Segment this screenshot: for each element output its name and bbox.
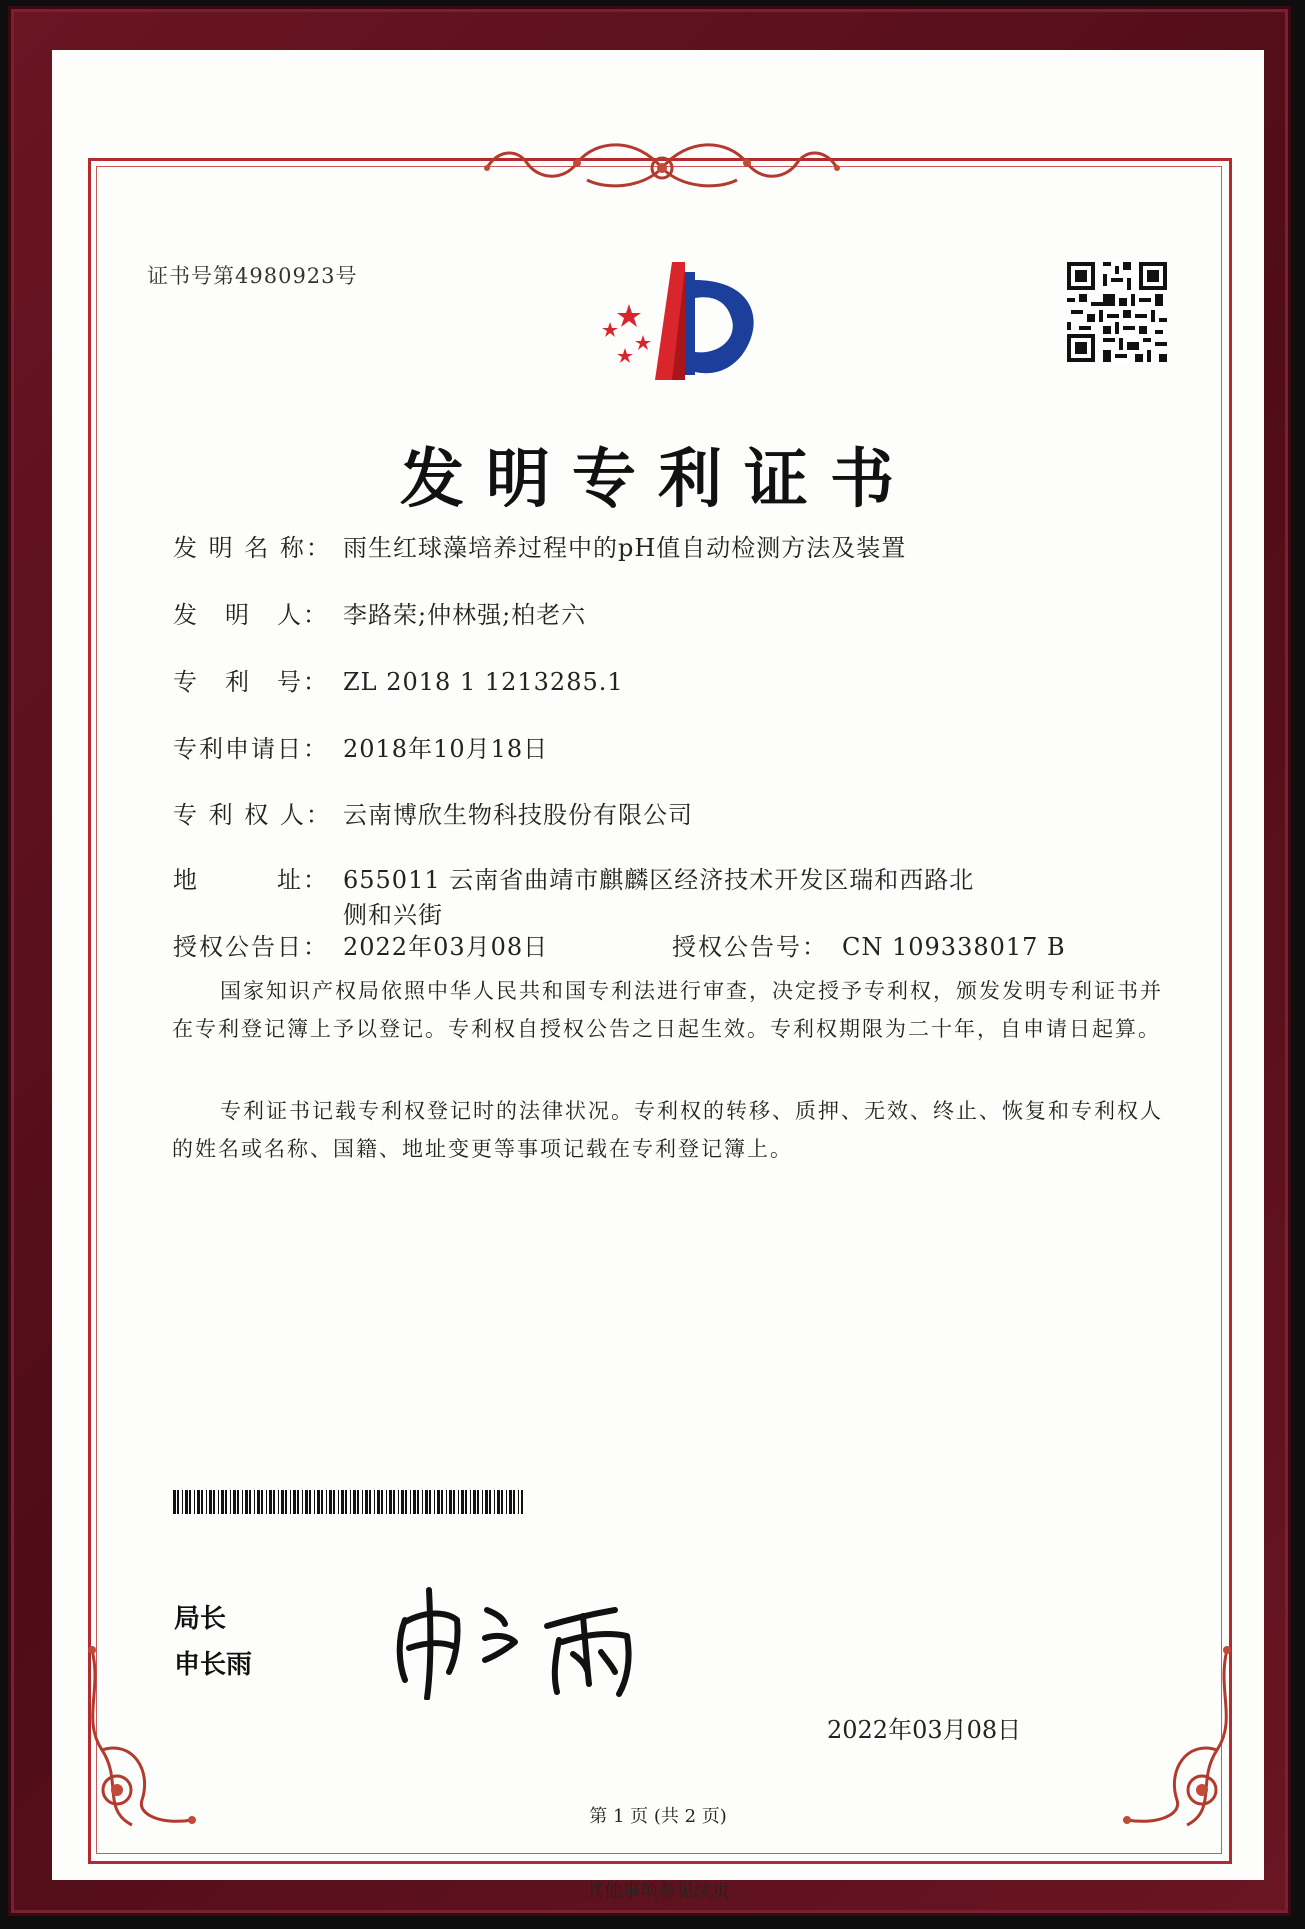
address-label: 地 址： — [173, 866, 329, 894]
barcode-icon — [173, 1490, 523, 1514]
grant-date-row — [173, 927, 548, 962]
patentee-row — [173, 795, 693, 830]
patentee-label: 专 利 权 人： — [173, 801, 332, 829]
inventors-row — [173, 595, 586, 630]
director-name: 申长雨 — [174, 1650, 253, 1680]
grant-number-label: 授权公告号： — [672, 933, 828, 961]
invention-name-value: 雨生红球藻培养过程中的pH值自动检测方法及装置 — [343, 534, 907, 562]
director-signature — [387, 1580, 687, 1700]
inventors-label: 发 明 人： — [173, 601, 329, 629]
filing-date-row — [173, 729, 548, 764]
invention-name-row — [173, 528, 906, 563]
qr-code-icon — [1067, 262, 1167, 362]
grant-date-label: 授权公告日： — [173, 933, 329, 961]
address-value: 655011 云南省曲靖市麒麟区经济技术开发区瑞和西路北 — [343, 866, 975, 894]
signature-date: 2022年03月08日 — [827, 1716, 1022, 1744]
filing-date-label: 专利申请日： — [173, 735, 329, 763]
address-row — [173, 860, 974, 895]
footer-note: 其他事项参见续页 — [586, 1881, 730, 1902]
patent-number-value: ZL 2018 1 1213285.1 — [343, 668, 624, 696]
grant-number-value: CN 109338017 B — [842, 933, 1066, 961]
patent-number-label: 专 利 号： — [173, 668, 329, 696]
address-row-line2 — [343, 895, 443, 930]
grant-date-value: 2022年03月08日 — [343, 933, 549, 961]
grant-number-row — [672, 927, 1066, 962]
patent-number-row — [173, 662, 624, 697]
director-title: 局长 — [174, 1604, 227, 1634]
certificate-frame — [8, 6, 1291, 1916]
certificate-number: 证书号第4980923号 — [147, 264, 358, 288]
invention-name-label: 发 明 名 称： — [173, 534, 332, 562]
page-number: 第 1 页 (共 2 页) — [589, 1806, 727, 1827]
statement-paragraph-1: 国家知识产权局依照中华人民共和国专利法进行审查，决定授予专利权，颁发发明专利证书并在专利登记簿上予以登记。专利权自授权公告之日起生效。专利权期限为二十年，自申请日起算。 — [172, 979, 1163, 1041]
patentee-value: 云南博欣生物科技股份有限公司 — [343, 801, 693, 829]
address-value-line2: 侧和兴街 — [343, 901, 443, 929]
filing-date-value: 2018年10月18日 — [343, 735, 549, 763]
inventors-value: 李路荣;仲林强;柏老六 — [343, 601, 587, 629]
top-ornament-icon — [467, 128, 857, 208]
certificate-paper — [52, 50, 1264, 1902]
statement-paragraph-2: 专利证书记载专利权登记时的法律状况。专利权的转移、质押、无效、终止、恢复和专利权人的姓名或名称、国籍、地址变更等事项记载在专利登记簿上。 — [172, 1099, 1163, 1161]
document-title: 发明专利证书 — [400, 443, 916, 517]
